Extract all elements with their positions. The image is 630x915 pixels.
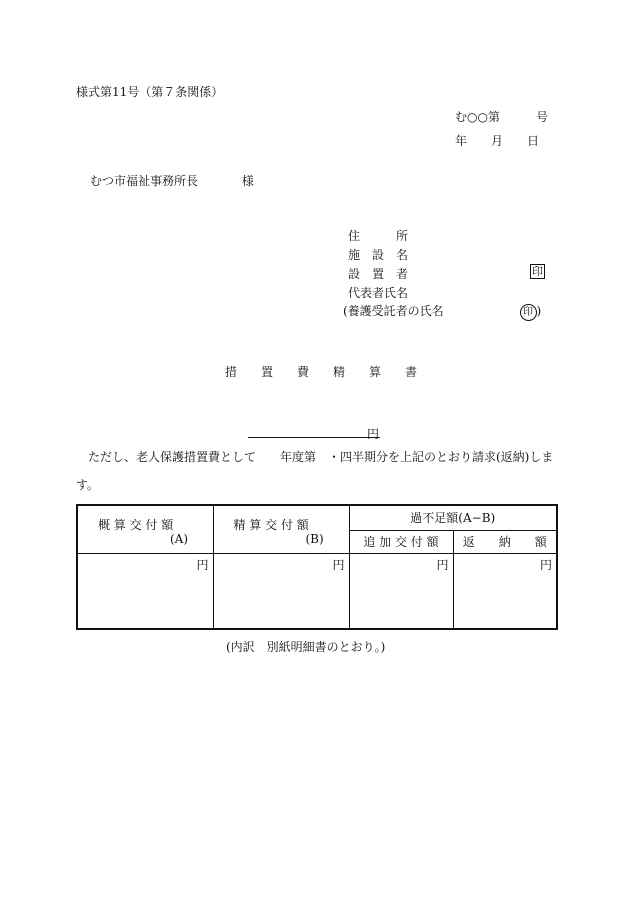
value-return bbox=[453, 553, 557, 629]
yen-return: 円 bbox=[539, 557, 552, 572]
applicant-facility-label: 施 設 名 bbox=[348, 248, 409, 262]
header-col-b-sub: (B) bbox=[305, 532, 324, 546]
header-add bbox=[349, 530, 453, 553]
header-col-a bbox=[77, 505, 213, 553]
yen-b: 円 bbox=[332, 557, 345, 572]
header-add-label: 追 加 交 付 額 bbox=[363, 535, 439, 549]
seal-square-text: 印 bbox=[532, 265, 543, 278]
header-col-b-label: 精 算 交 付 額 bbox=[233, 518, 309, 532]
addressee-suffix: 様 bbox=[241, 174, 254, 188]
yen-a: 円 bbox=[196, 557, 209, 572]
value-col-a bbox=[77, 553, 213, 629]
yen-add: 円 bbox=[436, 557, 449, 572]
header-col-a-label: 概 算 交 付 額 bbox=[98, 518, 174, 532]
ward-label-close: ) bbox=[536, 304, 542, 318]
page-title: 措 置 費 精 算 書 bbox=[225, 365, 418, 379]
value-col-b bbox=[213, 553, 349, 629]
applicant-rep-label: 代表者氏名 bbox=[348, 286, 409, 300]
header-diff bbox=[349, 505, 557, 530]
seal-circle-icon: 印 bbox=[520, 304, 537, 321]
header-diff-label: 過不足額(A−B) bbox=[410, 511, 496, 526]
addressee-name: むつ市福祉事務所長 bbox=[90, 174, 199, 188]
settlement-table bbox=[76, 504, 558, 630]
header-return bbox=[453, 530, 557, 553]
body-text-line1: ただし、老人保護措置費として 年度第 ・四半期分を上記のとおり請求(返納)しま bbox=[88, 450, 554, 464]
amount-unit: 円 bbox=[367, 427, 380, 441]
document-date: 年 月 日 bbox=[455, 134, 540, 148]
document-number: む○○第 号 bbox=[455, 110, 548, 124]
applicant-founder-label: 設 置 者 bbox=[348, 267, 409, 281]
body-text-line2: す。 bbox=[76, 478, 100, 492]
header-return-label: 返 納 額 bbox=[462, 535, 547, 549]
amount-line bbox=[248, 437, 380, 438]
header-col-b bbox=[213, 505, 349, 553]
header-col-a-sub: (A) bbox=[170, 532, 189, 546]
form-id: 様式第11号（第７条関係） bbox=[76, 85, 224, 99]
applicant-ward-label bbox=[343, 302, 541, 321]
ward-label-text: (養護受託者の氏名 bbox=[343, 304, 444, 318]
breakdown-note: (内訳 別紙明細書のとおり。) bbox=[226, 640, 386, 654]
value-add bbox=[349, 553, 453, 629]
applicant-address-label: 住 所 bbox=[348, 229, 409, 243]
seal-square-icon bbox=[530, 264, 545, 279]
addressee bbox=[90, 172, 254, 189]
